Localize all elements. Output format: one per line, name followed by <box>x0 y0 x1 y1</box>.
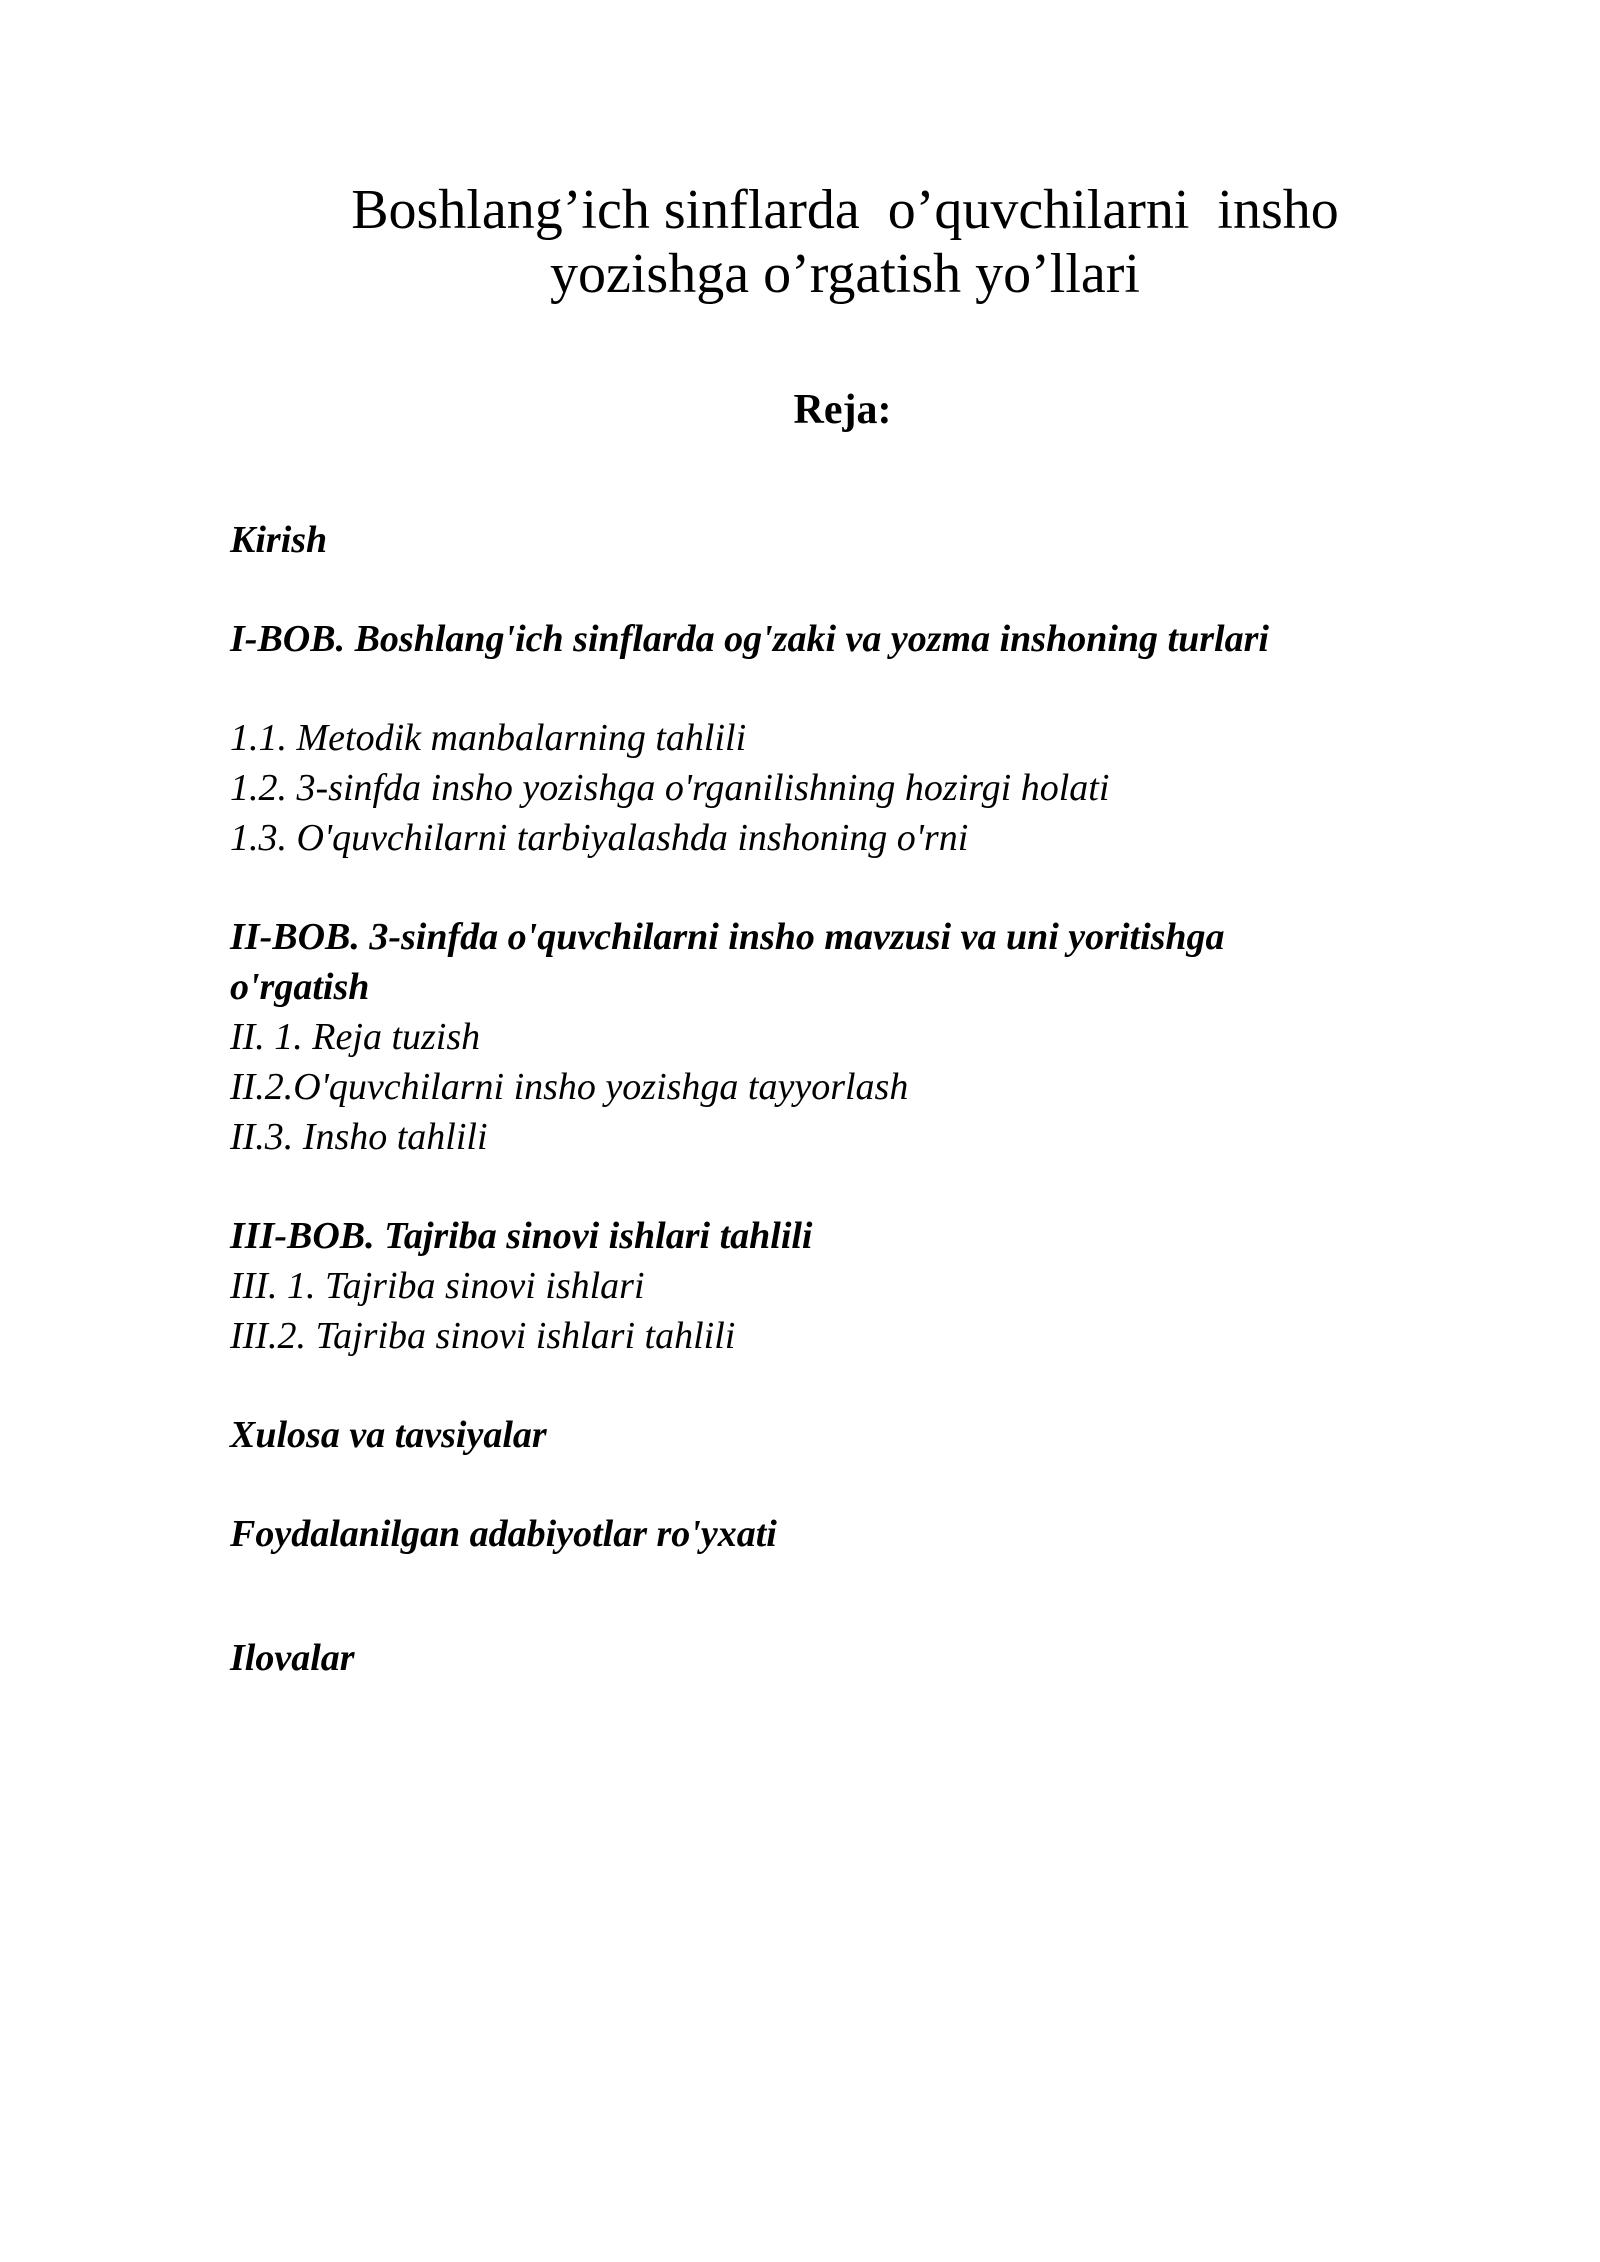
chapter-2-item: II.2.O'quvchilarni insho yozishga tayyorlash <box>230 1066 909 1108</box>
chapter-1-item: 1.2. 3-sinfda insho yozishga o'rganilishning hozirgi holati <box>230 767 1110 809</box>
chapter-3-heading: III-BOB. Tajriba sinovi ishlari tahlili <box>230 1215 813 1257</box>
outline-appendices: Ilovalar <box>230 1637 355 1679</box>
chapter-2-heading-continued: o'rgatish <box>230 966 370 1008</box>
chapter-2-item: II.3. Insho tahlili <box>230 1116 488 1158</box>
outline-intro: Kirish <box>230 519 328 561</box>
outline-conclusion: Xulosa va tavsiyalar <box>230 1414 547 1456</box>
chapter-3-item: III. 1. Tajriba sinovi ishlari <box>230 1265 645 1307</box>
document-title: Boshlang’ich sinflarda o’quvchilarni insho yozishga o’rgatish yo’llari <box>351 179 1339 305</box>
plan-heading: Reja: <box>793 387 892 433</box>
chapter-2-item: II. 1. Reja tuzish <box>230 1016 481 1058</box>
chapter-3-item: III.2. Tajriba sinovi ishlari tahlili <box>230 1315 736 1357</box>
chapter-1-item: 1.3. O'quvchilarni tarbiyalashda inshoning o'rni <box>230 817 969 859</box>
chapter-1-heading: I-BOB. Boshlang'ich sinflarda og'zaki va yozma inshoning turlari <box>230 618 1269 660</box>
chapter-1-item: 1.1. Metodik manbalarning tahlili <box>230 717 747 759</box>
outline-references: Foydalanilgan adabiyotlar ro'yxati <box>230 1513 777 1555</box>
chapter-2-heading: II-BOB. 3-sinfda o'quvchilarni insho mavzusi va uni yoritishga <box>230 916 1225 958</box>
